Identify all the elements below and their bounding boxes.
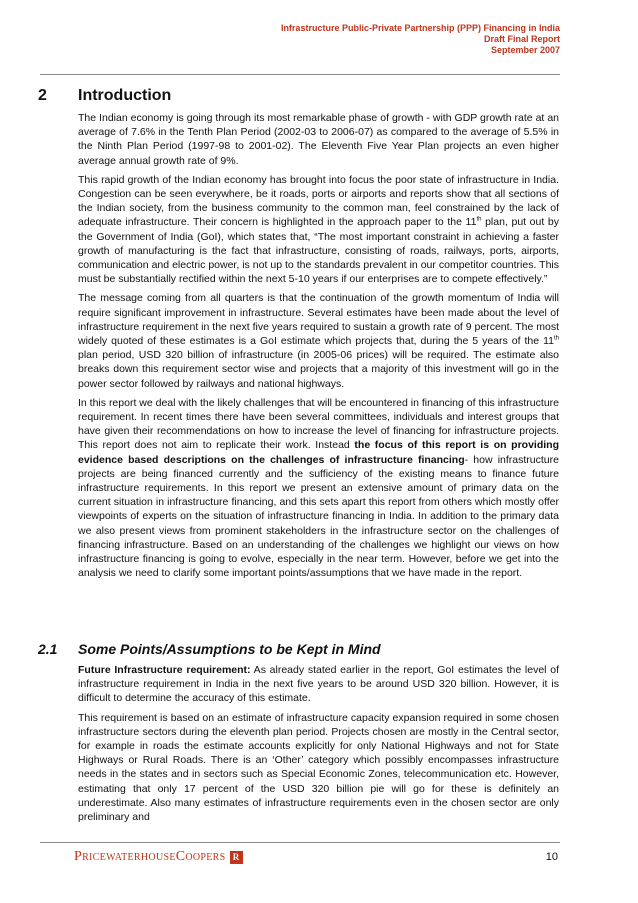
logo-wordmark: PricewaterhouseCoopers bbox=[74, 849, 226, 864]
running-header bbox=[140, 23, 560, 56]
header-title: Infrastructure Public-Private Partnership (PPP) Financing in India bbox=[280, 23, 560, 33]
introduction-body bbox=[78, 111, 559, 586]
section-title: Introduction bbox=[78, 87, 172, 104]
logo-mark-icon: R bbox=[230, 851, 243, 864]
paragraph: This rapid growth of the Indian economy has brought into focus the poor state of infrastructure in India. Congestion can be seen everywhere, be it roads, ports or airports and reports show that all sections of the Indian society, from the business community to the common man, feel constrained by the lack of adequate infrastructure. Their concern is highlighted in the approach paper to the 11th plan, put out by the Government of India (GoI), which states that, “The most important constraint in achieving a faster growth of manufacturing is the fact that infrastructure, consisting of roads, railways, ports, airports, communication and electric power, is not up to the standards prevalent in our competitor countries. This must be substantially rectified within the next 5-10 years if our enterprises are to compete effectively.” bbox=[78, 173, 559, 286]
emphasis-text: the focus of this report is on providing evidence based descriptions on the challenges of infrastructure financing bbox=[78, 439, 559, 466]
header-report-type: Draft Final Report bbox=[483, 34, 560, 44]
paragraph: The message coming from all quarters is that the continuation of the growth momentum of India will require significant improvement in infrastructure. Several estimates have been made about the level of infrastructure requirement in the next five years required to sustain a growth rate of 9 percent. The most widely quoted of these estimates is a GoI estimate which projects that, during the 5 years of the 11th plan period, USD 320 billion of infrastructure (in 2005-06 prices) will be required. The estimate also breaks down this requirement sector wise and projects that a majority of this investment will go in the power sector followed by railways and national highways. bbox=[78, 292, 559, 390]
paragraph: Future Infrastructure requirement: As already stated earlier in the report, GoI estimates the level of infrastructure requirement in India in the next five years to be around USD 320 billion. However, it is difficult to determine the accuracy of this estimate. bbox=[78, 664, 559, 705]
header-divider bbox=[40, 74, 560, 75]
section-heading bbox=[38, 86, 568, 106]
header-date: September 2007 bbox=[490, 45, 560, 55]
pwc-logo bbox=[74, 848, 243, 866]
paragraph: This requirement is based on an estimate of infrastructure capacity expansion required in some chosen infrastructure sectors during the eleventh plan period. Projects chosen are mostly in the Central sector, for example in roads the estimate accounts explicitly for only National Highways and not for State Highways or Rural Roads. There is an ‘Other’ category which possibly encompasses infrastructure needs in the states and in sectors such as Special Economic Zones, telecommunication etc. However, estimating that only 17 percent of the USD 320 billion pie will go for these is definitely an underestimate. Also many estimates of infrastructure requirements even in the chosen sector are only preliminary and bbox=[78, 711, 559, 824]
footer-divider bbox=[40, 842, 560, 843]
subsection-body bbox=[78, 663, 559, 829]
subsection-number: 2.1 bbox=[38, 641, 58, 657]
paragraph: In this report we deal with the likely challenges that will be encountered in financing of this infrastructure requirement. In recent times there have been several committees, individuals and interest groups that have given their recommendations on how to increase the level of financing for infrastructure projects. This report does not aim to replicate their work. Instead the focus of this report is on providing evidence based descriptions on the challenges of infrastructure financing- how infrastructure projects are being financed currently and the sufficiency of the existing means to finance future infrastructure requirements. In this report we present an extensive amount of primary data on the current situation in infrastructure financing, and this sets apart this report from others which mostly offer viewpoints of experts on the situation of infrastructure financing in India. In addition to the primary data we also present views from prominent stakeholders in the infrastructure sector on the challenges of financing infrastructure. Based on an understanding of the challenges we highlight our views on how infrastructure financing is going to evolve, especially in the near term. However, before we get into the analysis we need to clarify some important points/assumptions that we have made in the report. bbox=[78, 396, 559, 580]
paragraph: The Indian economy is going through its most remarkable phase of growth - with GDP growth rate at an average of 7.6% in the Tenth Plan Period (2002-03 to 2006-07) as compared to the average of 5.5% in the Ninth Plan Period (1997-98 to 2001-02). The Eleventh Five Year Plan projects an even higher average annual growth rate of 9%. bbox=[78, 112, 559, 167]
subsection-heading bbox=[38, 640, 568, 658]
subsection-title: Some Points/Assumptions to be Kept in Mind bbox=[78, 641, 381, 657]
run-in-heading: Future Infrastructure requirement: bbox=[78, 664, 251, 676]
section-number: 2 bbox=[38, 87, 47, 104]
page-number: 10 bbox=[545, 851, 558, 863]
